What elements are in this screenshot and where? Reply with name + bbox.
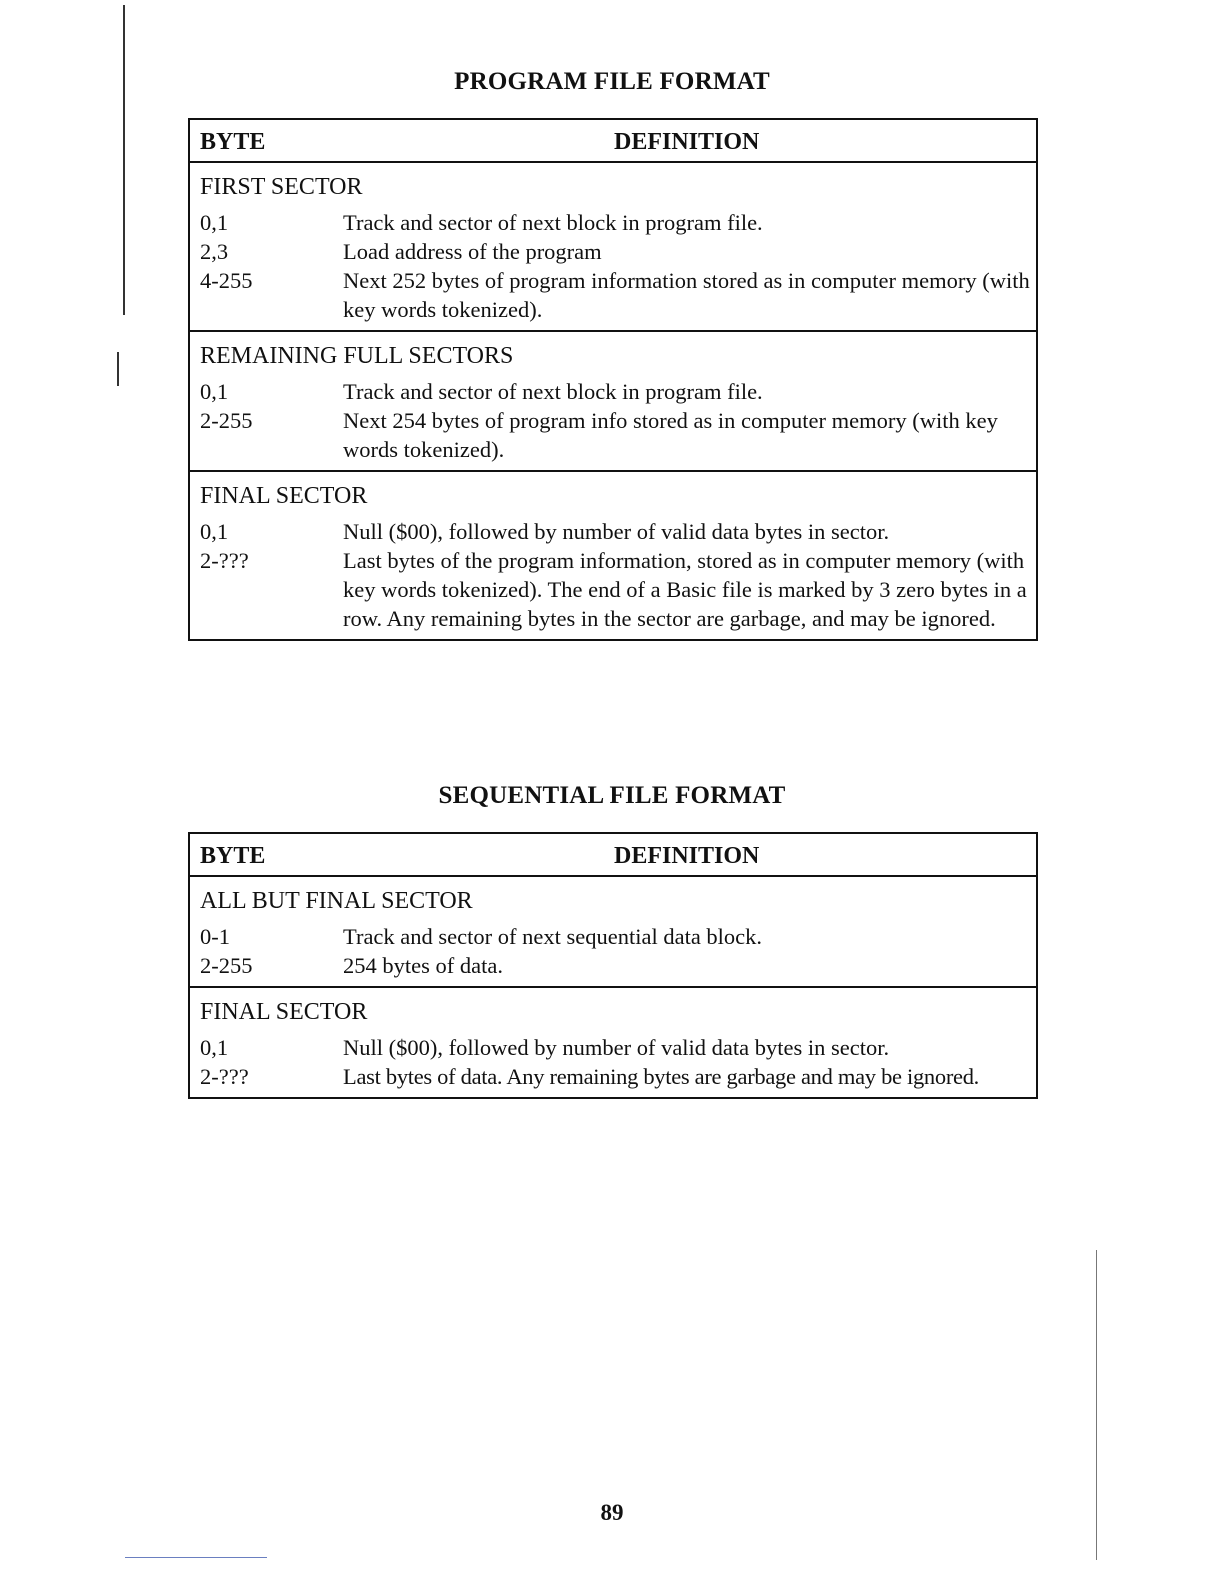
table-row <box>190 546 1036 633</box>
definition-cell: Null ($00), followed by number of valid data bytes in sector. <box>343 1035 890 1060</box>
definition-cell: Next 252 bytes of program information stored as in computer memory (with key words tokenized). <box>343 268 1030 322</box>
section-first-sector <box>190 163 1036 332</box>
section-remaining-full-sectors <box>190 332 1036 472</box>
header-definition: DEFINITION <box>614 129 760 155</box>
byte-cell: 0,1 <box>200 210 229 235</box>
section-final-sector <box>190 472 1036 639</box>
byte-cell: 2,3 <box>200 239 229 264</box>
byte-cell: 4-255 <box>200 268 253 293</box>
page-number: 89 <box>600 1500 624 1525</box>
section-all-but-final-sector <box>190 877 1036 988</box>
table-header <box>190 834 1036 877</box>
sequential-format-title: SEQUENTIAL FILE FORMAT <box>438 782 786 809</box>
section-final-sector <box>190 988 1036 1097</box>
scan-edge-mark-left <box>117 352 119 386</box>
byte-cell: 0,1 <box>200 519 229 544</box>
byte-cell: 0,1 <box>200 1035 229 1060</box>
byte-cell: 0-1 <box>200 924 230 949</box>
section-title: ALL BUT FINAL SECTOR <box>200 888 473 914</box>
definition-cell: Track and sector of next sequential data block. <box>343 924 763 949</box>
definition-cell: Last bytes of the program information, stored as in computer memory (with key words tokenized). The end of a Basic file is marked by 3 zero bytes in a row. Any remaining bytes in the sector are garbage, and may be ignored. <box>343 548 1027 631</box>
section-title: FINAL SECTOR <box>200 999 368 1025</box>
header-byte: BYTE <box>200 129 266 155</box>
table-row <box>190 1033 1036 1062</box>
section-title: FINAL SECTOR <box>200 483 368 509</box>
byte-cell: 2-255 <box>200 408 253 433</box>
table-row <box>190 377 1036 406</box>
definition-cell: 254 bytes of data. <box>343 953 503 978</box>
program-format-title: PROGRAM FILE FORMAT <box>454 68 770 95</box>
definition-cell: Track and sector of next block in program file. <box>343 210 763 235</box>
table-row <box>190 208 1036 237</box>
byte-cell: 2-??? <box>200 548 249 573</box>
table-row <box>190 237 1036 266</box>
program-format-table <box>188 118 1038 641</box>
byte-cell: 0,1 <box>200 379 229 404</box>
scan-edge-line-left <box>123 5 125 315</box>
table-row <box>190 406 1036 464</box>
definition-cell: Last bytes of data. Any remaining bytes are garbage and may be ignored. <box>343 1064 979 1089</box>
table-row <box>190 517 1036 546</box>
definition-cell: Next 254 bytes of program info stored as in computer memory (with key words tokenized). <box>343 408 998 462</box>
section-title: FIRST SECTOR <box>200 174 363 200</box>
section-title: REMAINING FULL SECTORS <box>200 343 514 369</box>
table-row <box>190 922 1036 951</box>
definition-cell: Track and sector of next block in program file. <box>343 379 763 404</box>
header-byte: BYTE <box>200 843 266 869</box>
byte-cell: 2-255 <box>200 953 253 978</box>
definition-cell: Load address of the program <box>343 239 602 264</box>
table-row <box>190 1062 1036 1091</box>
table-row <box>190 266 1036 324</box>
header-definition: DEFINITION <box>614 843 760 869</box>
table-header <box>190 120 1036 163</box>
scan-edge-line-bottom <box>125 1557 267 1558</box>
definition-cell: Null ($00), followed by number of valid data bytes in sector. <box>343 519 890 544</box>
table-row <box>190 951 1036 980</box>
byte-cell: 2-??? <box>200 1064 249 1089</box>
sequential-format-table <box>188 832 1038 1099</box>
